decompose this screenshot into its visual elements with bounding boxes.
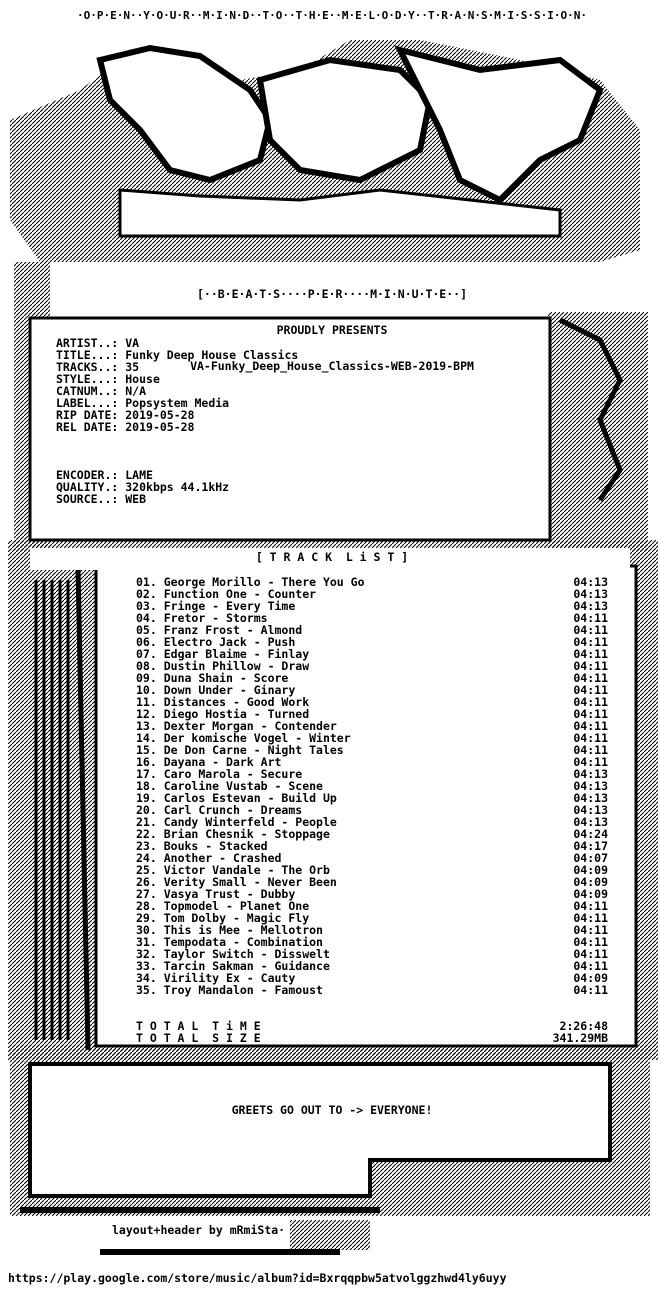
track-duration: 04:11: [573, 647, 608, 661]
track-number: 25.: [136, 863, 157, 877]
track-duration: 04:13: [573, 779, 608, 793]
info-row-label: TITLE...:: [56, 348, 119, 362]
track-number: 17.: [136, 767, 157, 781]
track-number: 07.: [136, 647, 157, 661]
info-row-label: LABEL...:: [56, 396, 119, 410]
track-title: Tom Dolby - Magic Fly: [163, 911, 310, 925]
track-duration: 04:13: [573, 791, 608, 805]
total-row: [136, 1032, 608, 1044]
total-label: T O T A L T i M E: [136, 1019, 261, 1033]
track-title: Caroline Vustab - Scene: [163, 779, 323, 793]
info-row-label: CATNUM..:: [56, 384, 119, 398]
track-duration: 04:11: [573, 755, 608, 769]
release-name: VA-Funky_Deep_House_Classics-WEB-2019-BPM: [190, 359, 474, 373]
track-number: 05.: [136, 623, 157, 637]
track-title: Duna Shain - Score: [163, 671, 289, 685]
track-number: 03.: [136, 599, 157, 613]
track-duration: 04:13: [573, 803, 608, 817]
track-duration: 04:07: [573, 851, 608, 865]
track-title: Franz Frost - Almond: [163, 623, 303, 637]
track-duration: 04:11: [573, 659, 608, 673]
track-duration: 04:09: [573, 971, 608, 985]
track-number: 30.: [136, 923, 157, 937]
track-number: 23.: [136, 839, 157, 853]
header-line-1: [··B·E·A·T·S····P·E·R····M·I·N·U·T·E··]: [196, 287, 468, 301]
track-number: 14.: [136, 731, 157, 745]
track-title: Carl Crunch - Dreams: [163, 803, 303, 817]
track-title: Victor Vandale - The Orb: [163, 863, 330, 877]
encoding-info: [56, 469, 229, 505]
credit-text: layout+header by mRmiSta·: [112, 1223, 286, 1237]
encoding-row-value: WEB: [125, 492, 147, 506]
source-url: https://play.google.com/store/music/album?id=Bxrqqpbw5atvolggzhwd4ly6uyy: [8, 1271, 507, 1285]
track-number: 18.: [136, 779, 157, 793]
track-title: Verity Small - Never Been: [163, 875, 337, 889]
track-title: Virility Ex - Cauty: [163, 971, 296, 985]
track-number: 33.: [136, 959, 157, 973]
track-title: Tempodata - Combination: [163, 935, 323, 949]
greets-text: GREETS GO OUT TO -> EVERYONE!: [231, 1103, 433, 1117]
track-duration: 04:11: [573, 743, 608, 757]
track-duration: 04:09: [573, 875, 608, 889]
track-duration: 04:11: [573, 635, 608, 649]
info-row-value: 2019-05-28: [125, 408, 195, 422]
track-number: 20.: [136, 803, 157, 817]
track-duration: 04:11: [573, 899, 608, 913]
info-row-label: RIP DATE:: [56, 408, 119, 422]
track-title: Down Under - Ginary: [163, 683, 296, 697]
total-value: 2:26:48: [559, 1019, 608, 1033]
track-number: 31.: [136, 935, 157, 949]
track-duration: 04:11: [573, 623, 608, 637]
info-row-label: ARTIST..:: [56, 336, 119, 350]
track-number: 06.: [136, 635, 157, 649]
track-duration: 04:24: [573, 827, 608, 841]
track-title: Bouks - Stacked: [163, 839, 268, 853]
track-title: Fringe - Every Time: [163, 599, 296, 613]
info-row-value: 2019-05-28: [125, 420, 195, 434]
track-duration: 04:09: [573, 887, 608, 901]
track-duration: 04:11: [573, 959, 608, 973]
track-duration: 04:11: [573, 983, 608, 997]
track-number: 35.: [136, 983, 157, 997]
track-number: 34.: [136, 971, 157, 985]
track-title: This is Mee - Mellotron: [163, 923, 323, 937]
track-title: George Morillo - There You Go: [163, 575, 365, 589]
track-title: Dayana - Dark Art: [163, 755, 282, 769]
track-number: 27.: [136, 887, 157, 901]
track-title: Edgar Blaime - Finlay: [163, 647, 310, 661]
track-number: 09.: [136, 671, 157, 685]
track-title: Dustin Phillow - Draw: [163, 659, 310, 673]
track-duration: 04:11: [573, 671, 608, 685]
track-title: Taylor Switch - Disswelt: [163, 947, 330, 961]
track-title: Fretor - Storms: [163, 611, 268, 625]
header-line-2: PROUDLY PRESENTS: [276, 323, 388, 337]
greets-panel-frame: [10, 1046, 650, 1252]
track-number: 04.: [136, 611, 157, 625]
info-row-value: VA: [125, 336, 140, 350]
track-title: Distances - Good Work: [163, 695, 310, 709]
info-row-label: STYLE...:: [56, 372, 119, 386]
track-title: Another - Crashed: [163, 851, 282, 865]
track-title: Troy Mandalon - Famoust: [163, 983, 323, 997]
track-duration: 04:13: [573, 575, 608, 589]
info-row-label: REL DATE:: [56, 420, 119, 434]
track-duration: 04:11: [573, 611, 608, 625]
encoding-row-value: LAME: [125, 468, 153, 482]
track-duration: 04:13: [573, 599, 608, 613]
encoding-row-value: 320kbps 44.1kHz: [125, 480, 230, 494]
track-number: 02.: [136, 587, 157, 601]
track-number: 21.: [136, 815, 157, 829]
track-number: 11.: [136, 695, 157, 709]
top-banner: ·O·P·E·N··Y·O·U·R··M·I·N·D··T·O··T·H·E··M·E·L·O·D·Y··T·R·A·N·S·M·I·S·S·I·O·N·: [77, 9, 587, 22]
encoding-row: [56, 493, 229, 505]
track-number: 01.: [136, 575, 157, 589]
track-title: Topmodel - Planet One: [163, 899, 310, 913]
track-duration: 04:11: [573, 731, 608, 745]
track-number: 19.: [136, 791, 157, 805]
totals: [136, 1020, 608, 1044]
info-row-value: House: [125, 372, 160, 386]
info-row-value: Funky Deep House Classics: [125, 348, 299, 362]
track-duration: 04:11: [573, 719, 608, 733]
encoding-row-label: QUALITY.:: [56, 480, 119, 494]
track-title: Electro Jack - Push: [163, 635, 296, 649]
track-duration: 04:11: [573, 923, 608, 937]
info-row-value: Popsystem Media: [125, 396, 230, 410]
track-number: 29.: [136, 911, 157, 925]
track-title: Candy Winterfeld - People: [163, 815, 337, 829]
bpm-logo-art: [10, 40, 640, 262]
track-title: Carlos Estevan - Build Up: [163, 791, 337, 805]
track-duration: 04:11: [573, 707, 608, 721]
release-info: [56, 337, 298, 433]
track-row: [136, 984, 608, 996]
track-title-group: [136, 984, 323, 996]
track-duration: 04:11: [573, 911, 608, 925]
total-label: T O T A L S I Z E: [136, 1031, 261, 1045]
track-title: Diego Hostia - Turned: [163, 707, 310, 721]
info-row-label: TRACKS..:: [56, 360, 119, 374]
track-duration: 04:11: [573, 947, 608, 961]
track-number: 13.: [136, 719, 157, 733]
track-title: De Don Carne - Night Tales: [163, 743, 344, 757]
encoding-row-label: ENCODER.:: [56, 468, 119, 482]
track-title: Dexter Morgan - Contender: [163, 719, 337, 733]
track-title: Der komische Vogel - Winter: [163, 731, 351, 745]
track-title: Caro Marola - Secure: [163, 767, 303, 781]
track-number: 26.: [136, 875, 157, 889]
track-duration: 04:11: [573, 683, 608, 697]
track-duration: 04:13: [573, 587, 608, 601]
track-duration: 04:13: [573, 767, 608, 781]
track-number: 24.: [136, 851, 157, 865]
track-number: 22.: [136, 827, 157, 841]
track-number: 32.: [136, 947, 157, 961]
track-number: 16.: [136, 755, 157, 769]
total-value: 341.29MB: [552, 1031, 608, 1045]
track-duration: 04:11: [573, 695, 608, 709]
track-duration: 04:11: [573, 935, 608, 949]
tracklist-title: [ T R A C K L i S T ]: [255, 550, 409, 564]
track-duration: 04:17: [573, 839, 608, 853]
info-row: [56, 421, 298, 433]
track-number: 10.: [136, 683, 157, 697]
track-number: 08.: [136, 659, 157, 673]
track-number: 15.: [136, 743, 157, 757]
track-title: Function One - Counter: [163, 587, 317, 601]
track-duration: 04:09: [573, 863, 608, 877]
info-row-value: N/A: [125, 384, 147, 398]
track-number: 28.: [136, 899, 157, 913]
encoding-row-label: SOURCE..:: [56, 492, 119, 506]
track-title: Brian Chesnik - Stoppage: [163, 827, 330, 841]
info-row-value: 35: [125, 360, 140, 374]
track-duration: 04:13: [573, 815, 608, 829]
track-title: Vasya Trust - Dubby: [163, 887, 296, 901]
track-number: 12.: [136, 707, 157, 721]
track-title: Tarcin Sakman - Guidance: [163, 959, 330, 973]
track-list: [136, 576, 608, 996]
